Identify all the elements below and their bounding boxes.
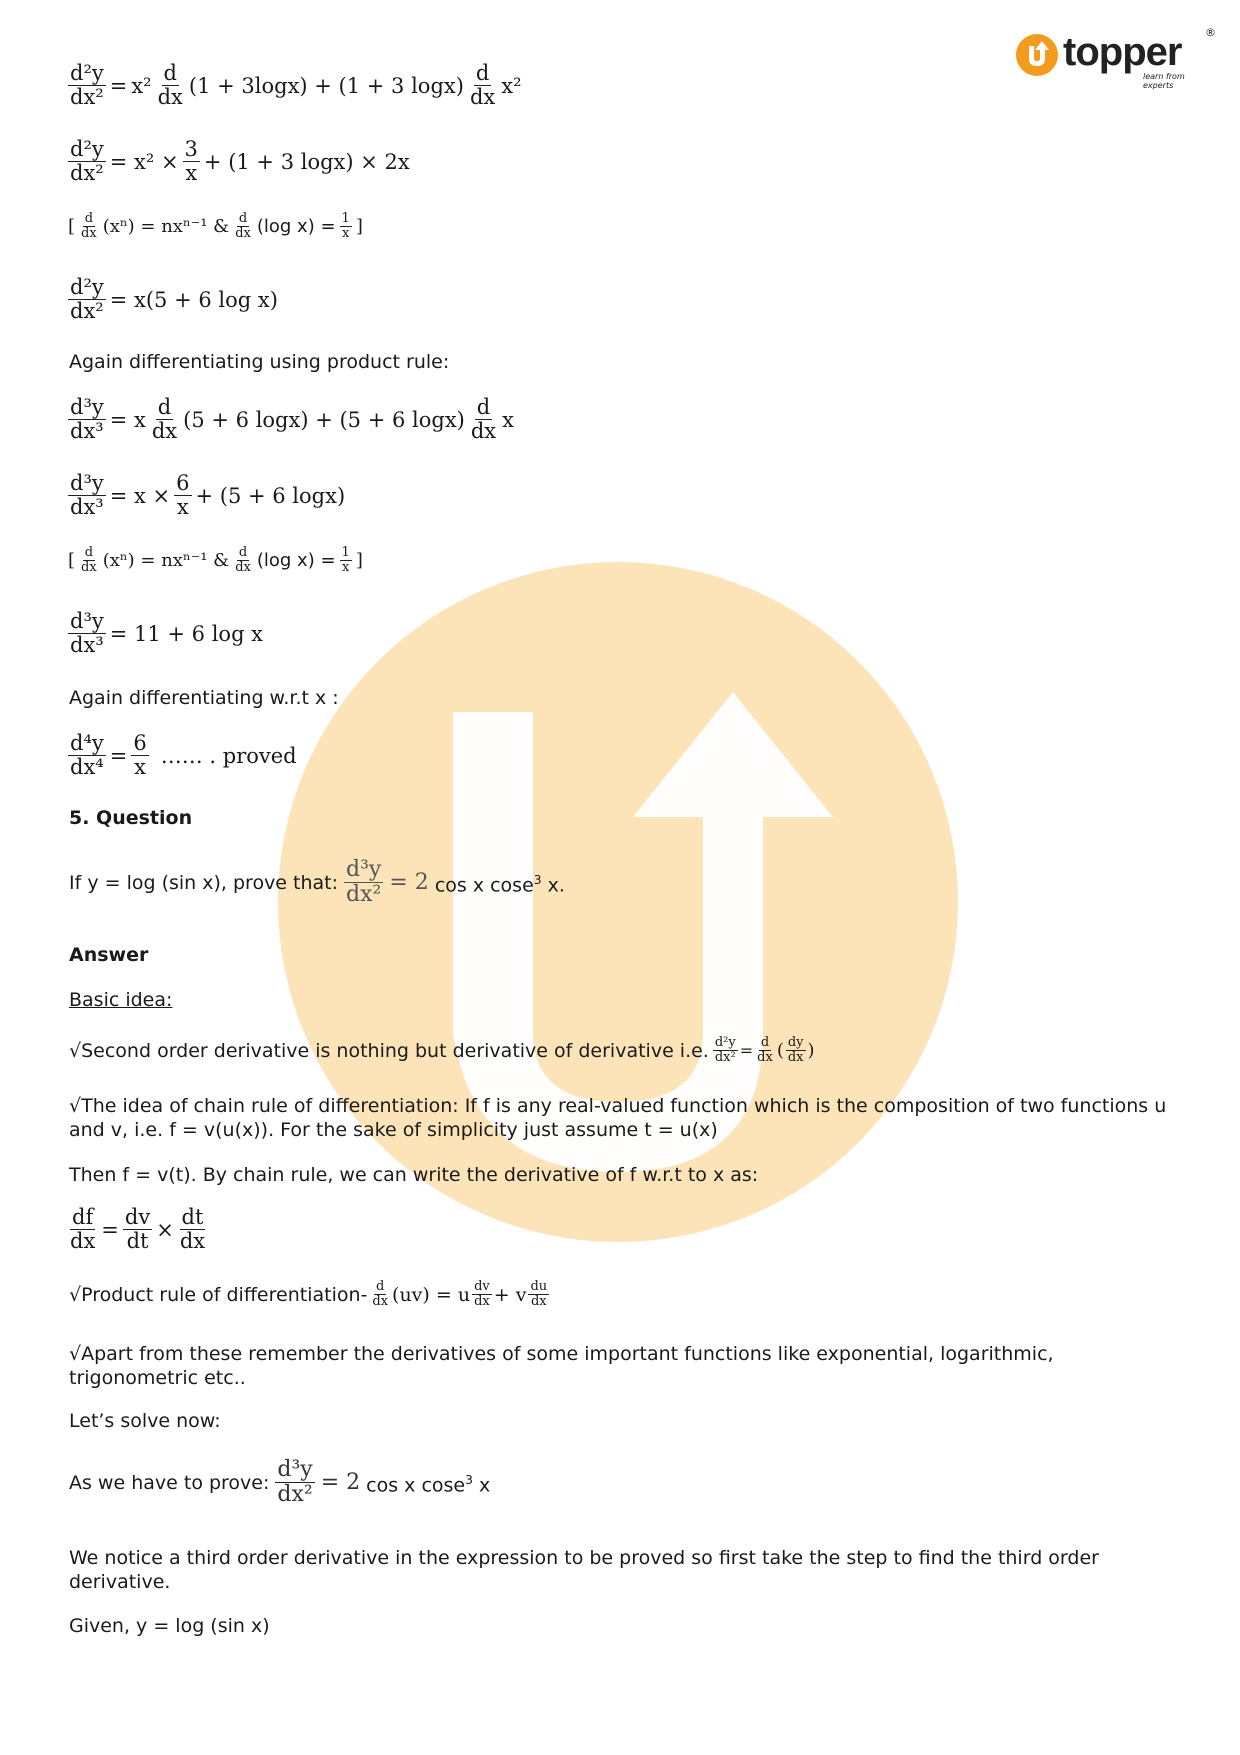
equation-third-derivative-result: $\frac{\text{d³y}}{\text{dx³}}$ = 11 + 6 log x bbox=[70, 609, 264, 658]
brand-name: topper bbox=[1063, 30, 1182, 74]
rule-note-1: [ $\frac{d}{dx}$ (xⁿ) = nxⁿ⁻¹ & $\frac{d}{dx}$ (log x) = $\frac{1}{x}$ ] bbox=[68, 211, 363, 242]
equation-third-derivative-product: $\frac{\text{d³y}}{\text{dx³}}$ = x $\frac{d}{dx}$ (5 + 6 logx) + (5 + 6 logx) $\frac{d}{dx}$ x bbox=[70, 395, 514, 444]
brand-logo bbox=[1015, 28, 1215, 88]
registered-mark: ® bbox=[1205, 26, 1216, 39]
chain-rule-equation: $\frac{df}{dx}$ = $\frac{dv}{dt}$ × $\frac{dt}{dx}$ bbox=[70, 1205, 206, 1254]
equation-second-derivative-result: $\frac{\text{d²y}}{\text{dx²}}$ = x(5 + 6 log x) bbox=[70, 275, 278, 324]
lets-solve-text: Let’s solve now: bbox=[69, 1410, 221, 1432]
equation-second-derivative-product: $\frac{\text{d²y}}{\text{dx²}}$ = x² $\frac{d}{dx}$ (1 + 3logx) + (1 + 3 logx) $\frac{d}{dx}$ x² bbox=[70, 61, 522, 110]
basic-idea-heading: Basic idea: bbox=[69, 989, 173, 1011]
bullet-chain-rule: √The idea of chain rule of differentiation: If f is any real-valued function which is the composition of two functions u and v, i.e. f = v(u(x)). For the sake of simplicity just assume t = u(x) bbox=[69, 1095, 1167, 1141]
again-wrt-text: Again differentiating w.r.t x : bbox=[69, 687, 339, 709]
bullet-important-functions: √Apart from these remember the derivatives of some important functions like exponential, logarithmic, trigonometric etc.. bbox=[69, 1343, 1054, 1389]
brand-tagline: learn from experts bbox=[1143, 72, 1185, 90]
again-product-text: Again differentiating using product rule: bbox=[69, 351, 450, 373]
third-order-notice: We notice a third order derivative in the expression to be proved so first take the step to find the third order derivative. bbox=[69, 1547, 1099, 1593]
question-heading: 5. Question bbox=[69, 807, 193, 829]
equation-third-derivative-step: $\frac{\text{d³y}}{\text{dx³}}$ = x × $\frac{6}{x}$ + (5 + 6 logx) bbox=[70, 471, 346, 520]
bullet-product-rule: √Product rule of differentiation- $\frac{d}{dx}$ (uv) = u $\frac{dv}{dx}$ + v $\frac{du}{dx}$ bbox=[69, 1279, 548, 1310]
bullet-second-order: √Second order derivative is nothing but derivative of derivative i.e. $\frac{\text{d²y}}{\text{dx²}}$ = $\frac{d}{dx}$ ( $\frac{dy}{dx}$ ) bbox=[69, 1035, 815, 1066]
given-statement: Given, y = log (sin x) bbox=[69, 1615, 270, 1637]
equation-second-derivative-step: $\frac{\text{d²y}}{\text{dx²}}$ = x² × $\frac{3}{x}$ + (1 + 3 logx) × 2x bbox=[70, 137, 410, 186]
question-statement: If y = log (sin x), prove that: $\frac{\text{d³y}}{\text{dx²}}$ = 2 cos x cose$^3$ x. bbox=[69, 857, 565, 908]
answer-heading: Answer bbox=[69, 944, 149, 966]
chain-rule-intro: Then f = v(t). By chain rule, we can write the derivative of f w.r.t to x as: bbox=[69, 1164, 759, 1186]
rule-note-2: [ $\frac{d}{dx}$ (xⁿ) = nxⁿ⁻¹ & $\frac{d}{dx}$ (log x) = $\frac{1}{x}$ ] bbox=[68, 545, 363, 576]
equation-fourth-derivative: $\frac{\text{d⁴y}}{\text{dx⁴}}$ = $\frac{6}{x}$ …… . proved bbox=[70, 731, 297, 780]
prove-statement: As we have to prove: $\frac{\text{d³y}}{\text{dx²}}$ = 2 cos x cose$^3$ x bbox=[69, 1457, 491, 1508]
